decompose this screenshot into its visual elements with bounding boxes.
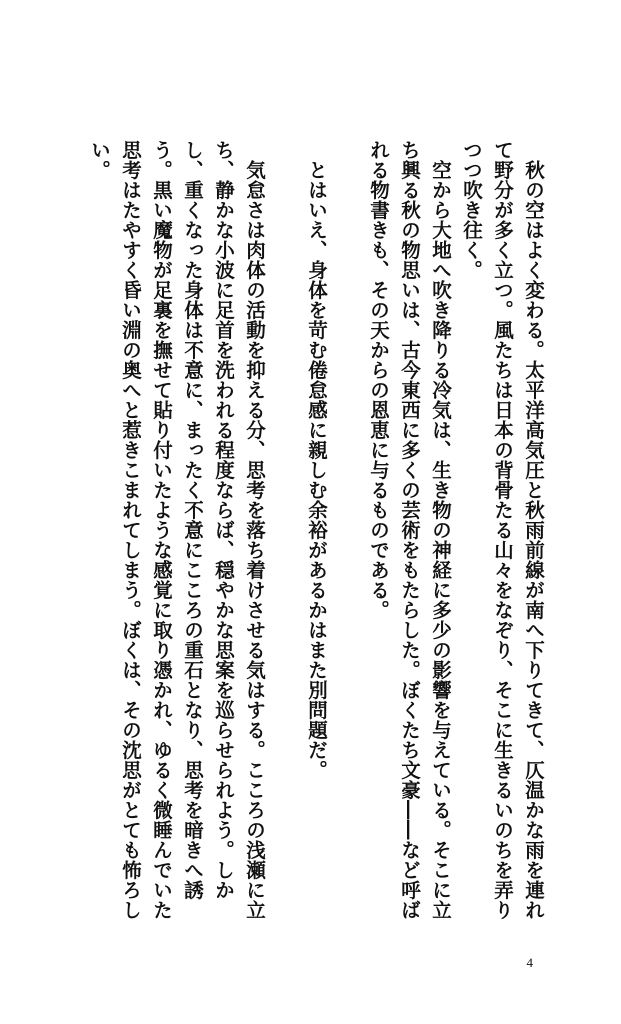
paragraph-1: 秋の空はよく変わる。太平洋高気圧と秋雨前線が南へ下りてきて、仄温かな雨を連れて野分が多く立つ。風たちは日本の背骨たる山々をなぞり、そこに生きるいのちを弄りつつ吹き往く。 <box>460 140 545 920</box>
vertical-body-text <box>84 140 549 930</box>
paragraph-4: 気怠さは肉体の活動を抑える分、思考を落ち着けさせる気はする。こころの浅瀬に立ち、静かな小波に足首を洗われる程度ならば、穏やかな思案を巡らせられよう。しかし、重くなった身体は不意に、まったく不意にこころの重石となり、思考を暗きへ誘う。黒い魔物が足裏を撫せて貼り付いたような感覚に取り憑かれ、ゆるく微睡んでいた思考はたやすく昏い淵の奥へと惹きこまれてしまう。ぼくは、その沈思がとても怖ろしい。 <box>88 140 266 920</box>
paragraph-2: 空から大地へ吹き降りる冷気は、生き物の神経に多少の影響を与えている。そこに立ち興る秋の物思いは、古今東西に多くの芸術をもたらした。ぼくたち文豪――など呼ばれる物書きも、その天からの恩恵に与るものである。 <box>367 140 452 920</box>
page-number: 4 <box>526 955 533 970</box>
paragraph-3: とはいえ、身体を苛む倦怠感に親しむ余裕があるかはまた別問題だ。 <box>305 159 328 780</box>
